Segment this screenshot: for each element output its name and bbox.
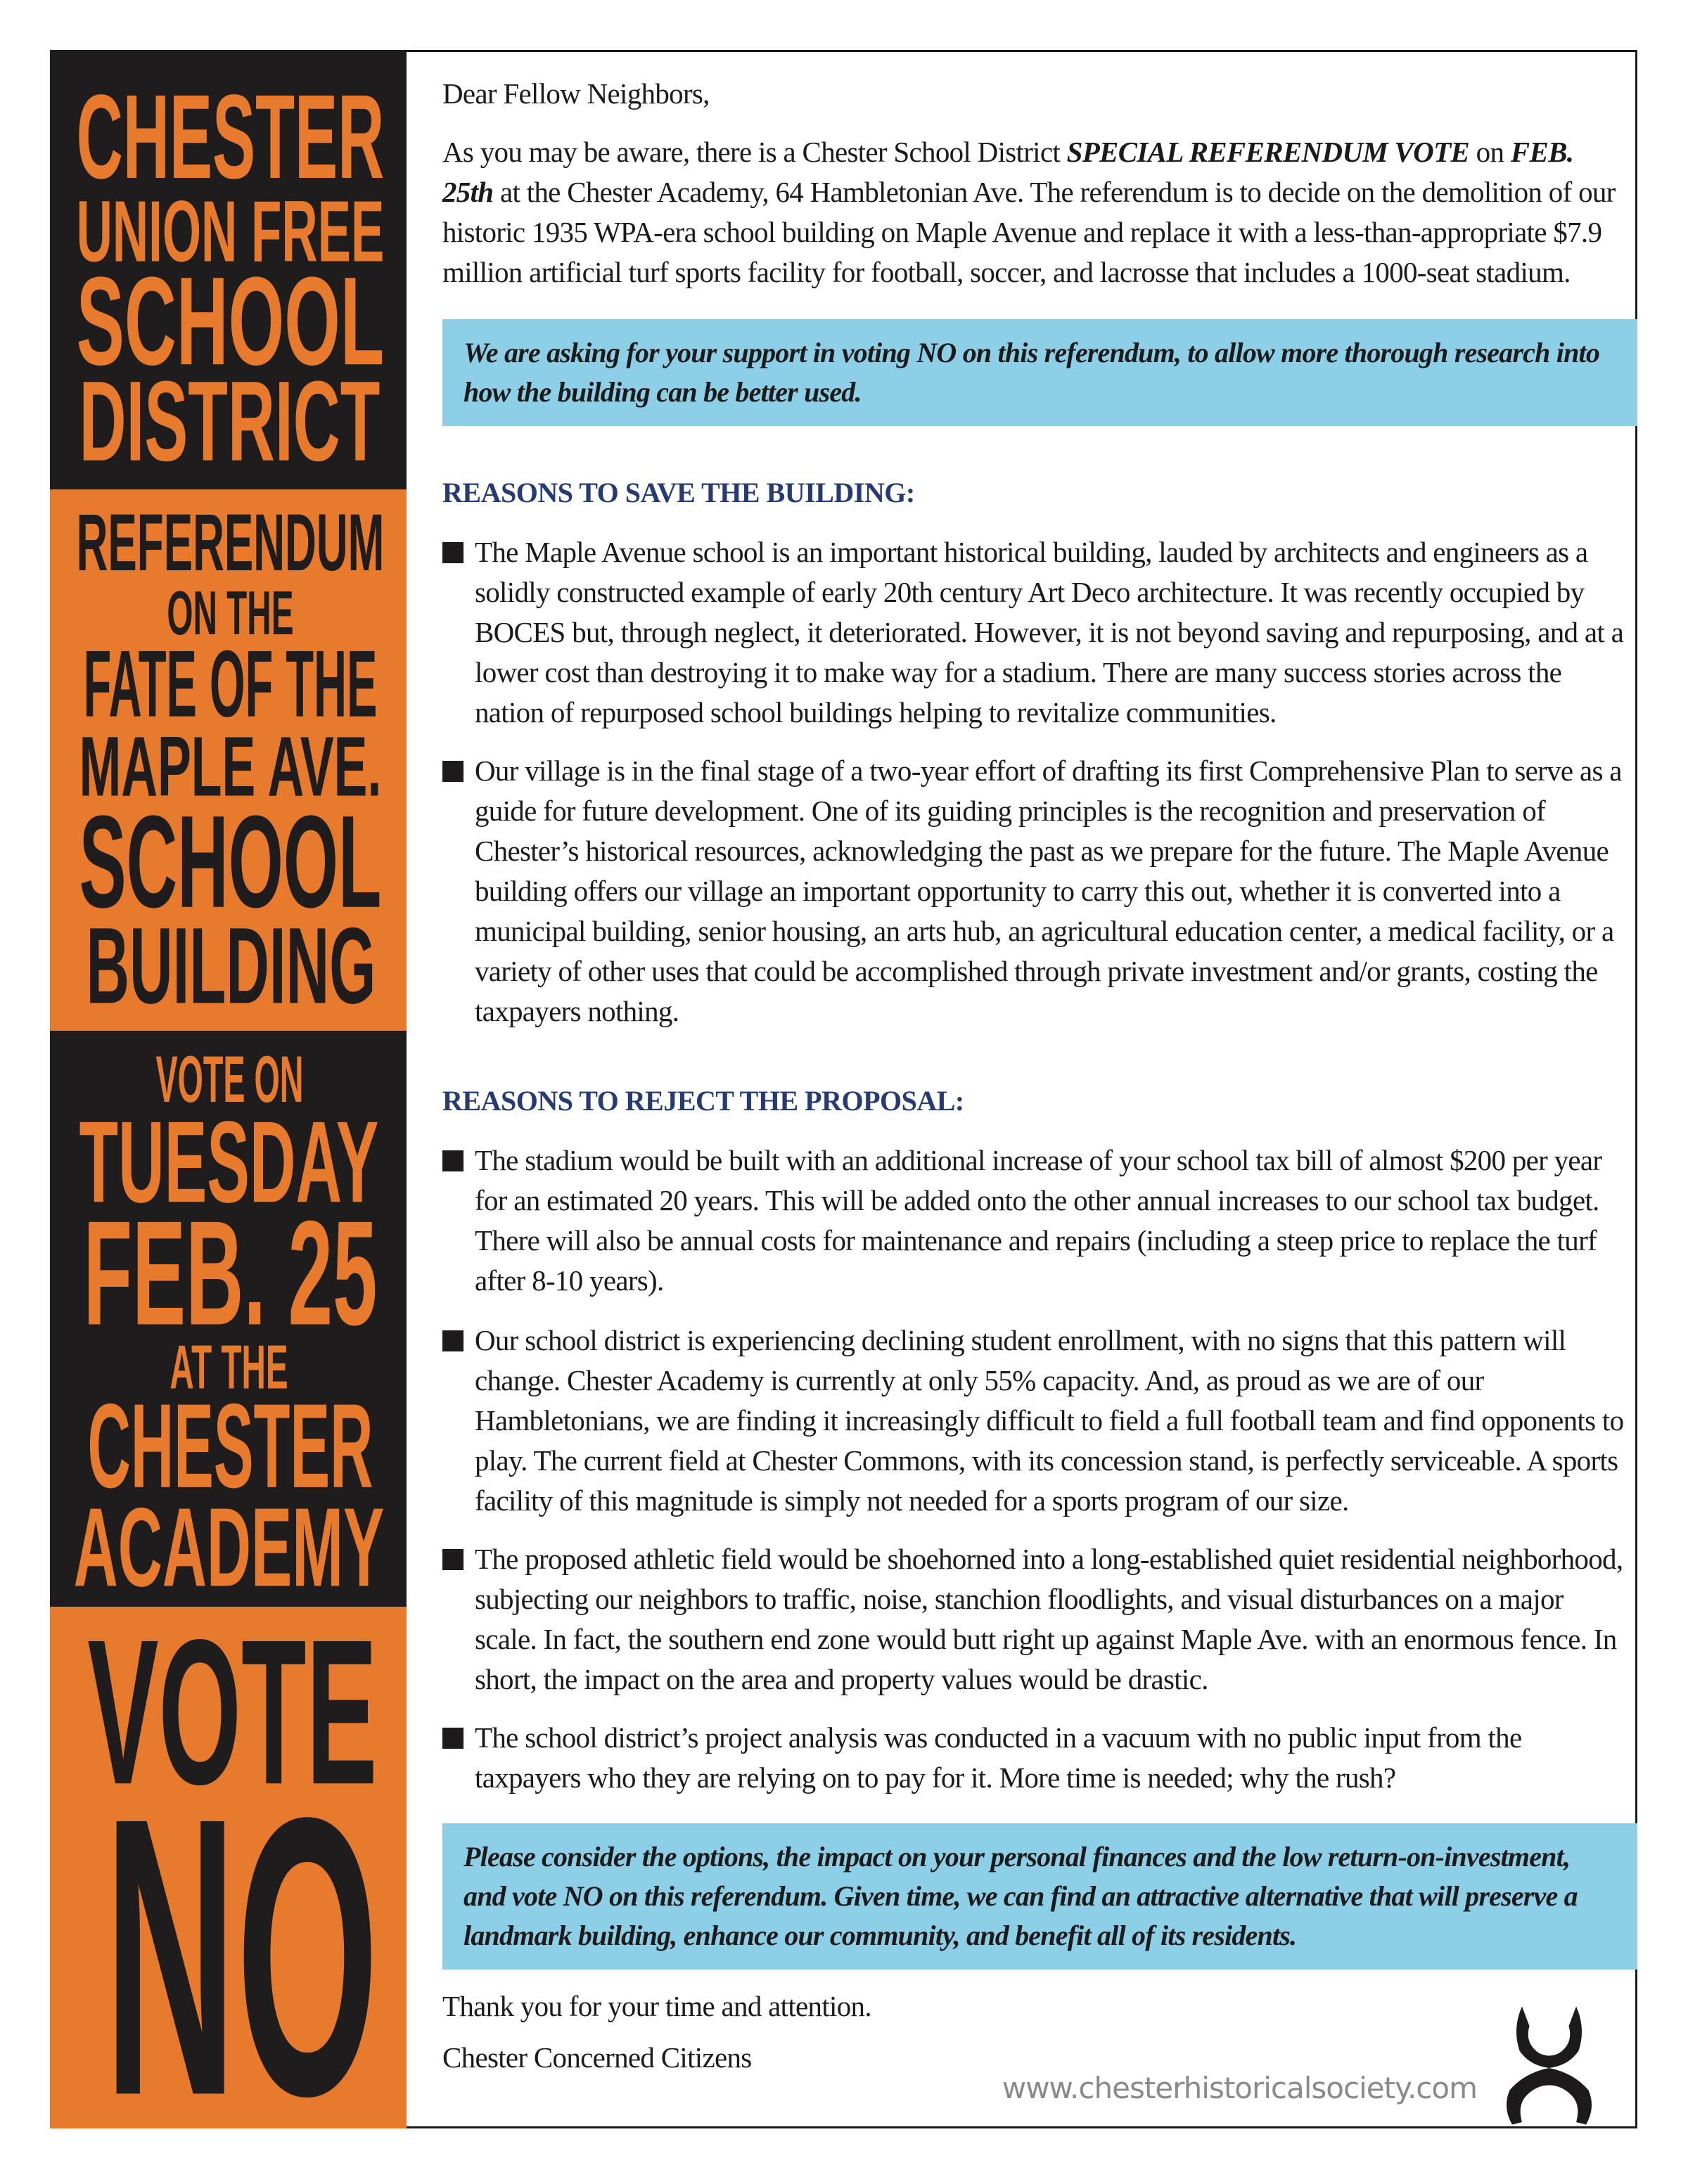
banner-line: ON THE — [167, 578, 294, 648]
banner-line: DISTRICT — [79, 357, 381, 485]
historical-society-logo-icon — [1488, 2004, 1611, 2127]
banner-line: UNION FREE — [76, 183, 385, 281]
heading-reasons-reject: REASONS TO REJECT THE PROPOSAL: — [442, 1085, 964, 1117]
banner-line: AT THE — [170, 1332, 288, 1402]
intro-emphasis-vote: SPECIAL REFERENDUM VOTE — [1066, 136, 1470, 168]
greeting: Dear Fellow Neighbors, — [442, 77, 710, 110]
banner-line: CHESTER — [76, 70, 385, 205]
bullet-text: The Maple Avenue school is an important historical building, lauded by architects and engineers as a solidly constructed example of early 20th century Art Deco architecture. It was recently occupied by BOCES but, through neglect, it deteriorated. However, it is not beyond saving and repurposing, and at a lower cost than destroying it to make way for a stadium. There are many success stories across the nation of repurposed school buildings helping to revitalize communities. — [475, 536, 1624, 728]
heading-reasons-save: REASONS TO SAVE THE BUILDING: — [442, 477, 915, 508]
square-bullet-icon — [442, 1549, 463, 1570]
callout-text: Please consider the options, the impact on your personal finances and the low return-on-investment, and vote NO on this referendum. Given time, we can find an attractive alternative that will preserve a landmark building, enhance our community, and benefit all of its residents. — [463, 1841, 1578, 1951]
sidebar-banner — [50, 50, 407, 2128]
banner-line: NO — [104, 1735, 379, 2128]
callout-text: We are asking for your support in voting NO on this referendum, to allow more thorough research into how the building can be better used. — [463, 337, 1600, 408]
square-bullet-icon — [442, 761, 463, 782]
banner-line: ACADEMY — [73, 1484, 385, 1610]
square-bullet-icon — [442, 1330, 463, 1351]
reject-bullet — [442, 1141, 1628, 1301]
banner-line: VOTE ON — [155, 1041, 304, 1116]
square-bullet-icon — [442, 1150, 463, 1171]
banner-line: SCHOOL — [76, 250, 385, 392]
letter-body — [442, 74, 1628, 2078]
callout-closing-appeal — [442, 1823, 1637, 1970]
banner-line: CHESTER — [87, 1379, 373, 1513]
callout-vote-no — [442, 319, 1637, 426]
bullet-text: The stadium would be built with an additional increase of your school tax bill of almost $200 per year for an estimated 20 years. This will be added onto the other annual increases to our school tax budget. There will also be annual costs for maintenance and repairs (including a steep price to replace the turf after 8-10 years). — [475, 1144, 1602, 1297]
save-bullet — [442, 532, 1628, 733]
square-bullet-icon — [442, 1728, 463, 1749]
intro-text: at the Chester Academy, 64 Hambletonian Ave. The referendum is to decide on the demolition of our historic 1935 WPA-era school building on Maple Avenue and replace it with a less-than-appropriate $7.9 million artificial turf sports facility for football, soccer, and lacrosse that includes a 1000-seat stadium. — [442, 176, 1616, 288]
bullet-text: Our school district is experiencing declining student enrollment, with no signs that this pattern will change. Chester Academy is currently at only 55% capacity. And, as proud as we are of our Hambletonians, we are finding it increasingly difficult to field a full football team and find opponents to play. The current field at Chester Commons, with its concession stand, is perfectly serviceable. A sports facility of this magnitude is simply not needed for a sports program of our size. — [475, 1324, 1624, 1517]
bullet-text: Our village is in the final stage of a two-year effort of drafting its first Comprehensive Plan to serve as a guide for future development. One of its guiding principles is the recognition and preservation of Chester’s historical resources, acknowledging the past as we prepare for the future. The Maple Avenue building offers our village an important opportunity to carry this out, whether it is converted into a municipal building, senior housing, an arts hub, an agricultural education center, a medical facility, or a variety of other uses that could be accomplished through private investment and/or grants, costing the taxpayers nothing. — [475, 754, 1622, 1027]
intro-text: on — [1469, 136, 1511, 168]
intro-emphasis-date: FEB. 25th — [442, 136, 1574, 208]
bullet-text: The school district’s project analysis was conducted in a vacuum with no public input from the taxpayers who they are relying on to pay for it. More time is needed; why the rush? — [475, 1721, 1522, 1794]
closing-line: Thank you for your time and attention. — [442, 1990, 871, 2022]
website-watermark: www.chesterhistoricalsociety.com — [1002, 2071, 1477, 2105]
save-bullet — [442, 751, 1628, 1032]
intro-paragraph — [442, 132, 1628, 293]
banner-line: FATE OF THE — [83, 630, 378, 737]
banner-line: SCHOOL — [79, 788, 382, 935]
reject-bullet — [442, 1539, 1628, 1700]
banner-line: FEB. 25 — [83, 1189, 378, 1356]
banner-line: VOTE — [87, 1597, 378, 1828]
signature: Chester Concerned Citizens — [442, 2041, 752, 2074]
reject-bullet — [442, 1321, 1628, 1521]
banner-line: MAPLE AVE. — [79, 719, 382, 814]
bullet-text: The proposed athletic field would be shoehorned into a long-established quiet residential neighborhood, subjecting our neighbors to traffic, noise, stanchion floodlights, and visual disturbances on a major scale. In fact, the southern end zone would butt right up against Maple Ave. with an enormous fence. In short, the impact on the area and property values would be drastic. — [475, 1543, 1623, 1695]
banner-line: BUILDING — [86, 905, 376, 1027]
banner-line: REFERENDUM — [76, 498, 385, 588]
banner-line: TUESDAY — [79, 1097, 379, 1227]
square-bullet-icon — [442, 542, 463, 563]
reject-bullet — [442, 1718, 1628, 1798]
intro-text: As you may be aware, there is a Chester School District — [442, 136, 1067, 168]
